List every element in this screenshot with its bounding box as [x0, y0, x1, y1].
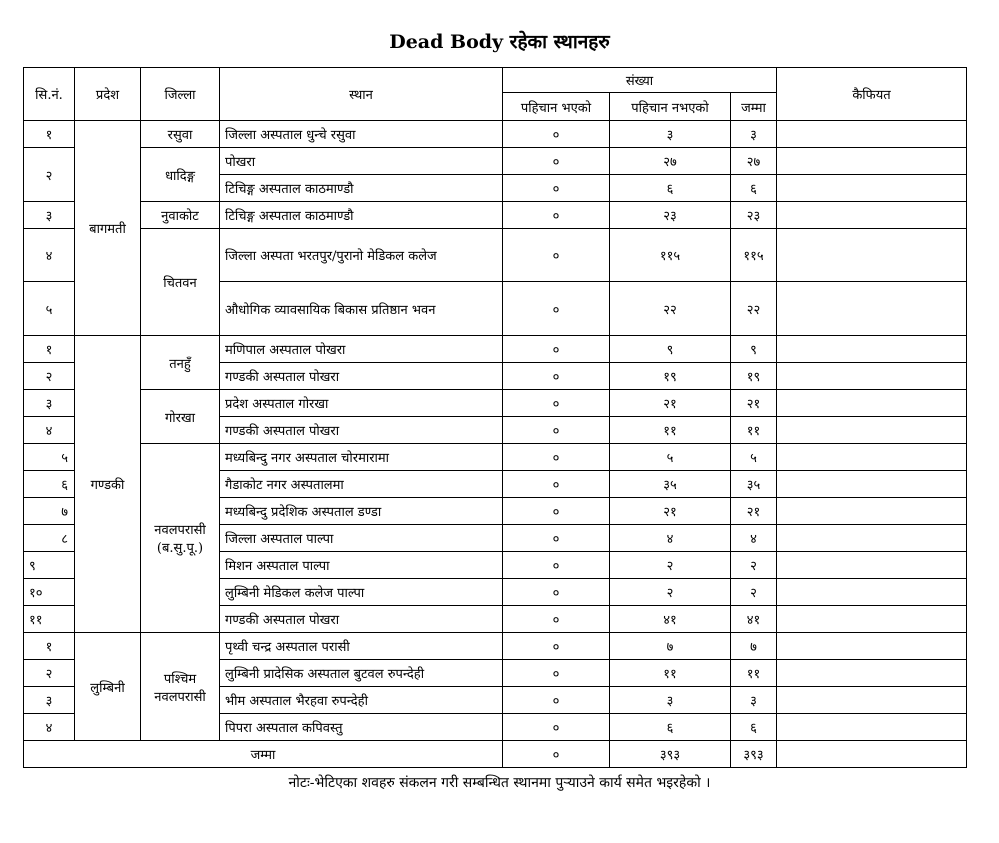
- cell-total: २२: [731, 282, 777, 336]
- cell-remarks: [777, 525, 967, 552]
- totals-unidentified: ३९३: [610, 741, 731, 768]
- cell-identified: ०: [503, 363, 610, 390]
- table-row: [24, 229, 967, 282]
- cell-unidentified: ३: [610, 687, 731, 714]
- cell-identified: ०: [503, 471, 610, 498]
- cell-identified: ०: [503, 202, 610, 229]
- dead-body-locations-table: [23, 67, 967, 768]
- cell-identified: ०: [503, 525, 610, 552]
- cell-total: २७: [731, 148, 777, 175]
- cell-total: ४१: [731, 606, 777, 633]
- cell-province: बागमती: [75, 121, 141, 336]
- cell-province: गण्डकी: [75, 336, 141, 633]
- cell-place: जिल्ला अस्पताल धुन्चे रसुवा: [220, 121, 503, 148]
- cell-total: ११: [731, 660, 777, 687]
- cell-unidentified: २: [610, 579, 731, 606]
- cell-sn: ३: [24, 687, 75, 714]
- district-line-1: नवलपरासी: [154, 523, 206, 538]
- cell-remarks: [777, 363, 967, 390]
- cell-unidentified: २१: [610, 390, 731, 417]
- totals-row: [24, 741, 967, 768]
- cell-place: मणिपाल अस्पताल पोखरा: [220, 336, 503, 363]
- cell-place: लुम्बिनी प्रादेसिक अस्पताल बुटवल रुपन्देही: [220, 660, 503, 687]
- cell-sn: ५: [24, 444, 75, 471]
- cell-place: गण्डकी अस्पताल पोखरा: [220, 417, 503, 444]
- district-line-2: (ब.सु.पू.): [156, 541, 204, 556]
- header-unidentified: पहिचान नभएको: [610, 93, 731, 121]
- cell-remarks: [777, 471, 967, 498]
- cell-sn: २: [24, 363, 75, 390]
- cell-identified: ०: [503, 229, 610, 282]
- cell-identified: ०: [503, 606, 610, 633]
- cell-remarks: [777, 417, 967, 444]
- header-sn: सि.नं.: [24, 68, 75, 121]
- header-identified: पहिचान भएको: [503, 93, 610, 121]
- header-place: स्थान: [220, 68, 503, 121]
- cell-identified: ०: [503, 579, 610, 606]
- cell-total: २३: [731, 202, 777, 229]
- cell-district: रसुवा: [141, 121, 220, 148]
- cell-identified: ०: [503, 417, 610, 444]
- cell-place: गैडाकोट नगर अस्पतालमा: [220, 471, 503, 498]
- cell-remarks: [777, 606, 967, 633]
- cell-place: प्रदेश अस्पताल गोरखा: [220, 390, 503, 417]
- cell-total: ११: [731, 417, 777, 444]
- cell-sn: ३: [24, 202, 75, 229]
- cell-district: चितवन: [141, 229, 220, 336]
- cell-total: ३: [731, 121, 777, 148]
- table-row: [24, 202, 967, 229]
- cell-sn: १: [24, 633, 75, 660]
- cell-place: गण्डकी अस्पताल पोखरा: [220, 606, 503, 633]
- totals-remarks: [777, 741, 967, 768]
- cell-sn: १०: [24, 579, 75, 606]
- district-line-2: नवलपरासी: [154, 689, 206, 705]
- cell-unidentified: ३: [610, 121, 731, 148]
- cell-district: नुवाकोट: [141, 202, 220, 229]
- cell-unidentified: ६: [610, 714, 731, 741]
- cell-total: २: [731, 552, 777, 579]
- cell-place: गण्डकी अस्पताल पोखरा: [220, 363, 503, 390]
- cell-remarks: [777, 660, 967, 687]
- cell-total: ३५: [731, 471, 777, 498]
- cell-sn: ४: [24, 229, 75, 282]
- table-row: [24, 148, 967, 175]
- cell-unidentified: ११५: [610, 229, 731, 282]
- cell-place: पोखरा: [220, 148, 503, 175]
- cell-remarks: [777, 687, 967, 714]
- cell-identified: ०: [503, 148, 610, 175]
- totals-identified: ०: [503, 741, 610, 768]
- cell-identified: ०: [503, 121, 610, 148]
- table-row: [24, 390, 967, 417]
- cell-remarks: [777, 229, 967, 282]
- cell-unidentified: २: [610, 552, 731, 579]
- cell-place: लुम्बिनी मेडिकल कलेज पाल्पा: [220, 579, 503, 606]
- cell-identified: ०: [503, 390, 610, 417]
- cell-remarks: [777, 121, 967, 148]
- cell-total: २१: [731, 498, 777, 525]
- cell-total: ७: [731, 633, 777, 660]
- cell-place: जिल्ला अस्पताल पाल्पा: [220, 525, 503, 552]
- cell-identified: ०: [503, 714, 610, 741]
- cell-remarks: [777, 202, 967, 229]
- cell-remarks: [777, 175, 967, 202]
- cell-identified: ०: [503, 498, 610, 525]
- cell-total: ५: [731, 444, 777, 471]
- cell-place: पिपरा अस्पताल कपिवस्तु: [220, 714, 503, 741]
- table-row: [24, 336, 967, 363]
- cell-unidentified: ४१: [610, 606, 731, 633]
- table-row: [24, 121, 967, 148]
- cell-sn: ९: [24, 552, 75, 579]
- cell-place: मध्यबिन्दु प्रदेशिक अस्पताल डण्डा: [220, 498, 503, 525]
- cell-total: २१: [731, 390, 777, 417]
- cell-unidentified: ४: [610, 525, 731, 552]
- cell-total: ४: [731, 525, 777, 552]
- cell-sn: ८: [24, 525, 75, 552]
- cell-place: औधोगिक व्यावसायिक बिकास प्रतिष्ठान भवन: [220, 282, 503, 336]
- district-line-1: पश्चिम: [163, 671, 197, 687]
- cell-district: तनहुँ: [141, 336, 220, 390]
- cell-sn: १: [24, 336, 75, 363]
- cell-remarks: [777, 282, 967, 336]
- cell-place: पृथ्वी चन्द्र अस्पताल परासी: [220, 633, 503, 660]
- footnote: नोटः-भेटिएका शवहरु संकलन गरी सम्बन्धित स्थानमा पुऱ्याउने कार्य समेत भइरहेको ।: [288, 775, 711, 791]
- cell-identified: ०: [503, 444, 610, 471]
- cell-sn: ५: [24, 282, 75, 336]
- page-title: Dead Body रहेका स्थानहरु: [389, 31, 610, 53]
- cell-sn: ३: [24, 390, 75, 417]
- cell-remarks: [777, 336, 967, 363]
- cell-unidentified: २७: [610, 148, 731, 175]
- cell-total: ११५: [731, 229, 777, 282]
- cell-province: लुम्बिनी: [75, 633, 141, 741]
- cell-place: जिल्ला अस्पता भरतपुर/पुरानो मेडिकल कलेज: [220, 229, 503, 282]
- cell-total: ३: [731, 687, 777, 714]
- cell-place: टिचिङ्ग अस्पताल काठमाण्डौ: [220, 202, 503, 229]
- cell-total: ६: [731, 714, 777, 741]
- cell-total: ९: [731, 336, 777, 363]
- cell-place: टिचिङ्ग अस्पताल काठमाण्डौ: [220, 175, 503, 202]
- cell-unidentified: २३: [610, 202, 731, 229]
- cell-unidentified: ६: [610, 175, 731, 202]
- table-row: [24, 444, 967, 471]
- cell-total: १९: [731, 363, 777, 390]
- cell-total: २: [731, 579, 777, 606]
- header-remarks: कैफियत: [777, 68, 967, 121]
- header-total: जम्मा: [731, 93, 777, 121]
- cell-sn: ६: [24, 471, 75, 498]
- cell-sn: ४: [24, 417, 75, 444]
- cell-unidentified: ९: [610, 336, 731, 363]
- cell-district: [141, 633, 220, 741]
- cell-identified: ०: [503, 552, 610, 579]
- header-province: प्रदेश: [75, 68, 141, 121]
- cell-place: मध्यबिन्दु नगर अस्पताल चोरमारामा: [220, 444, 503, 471]
- cell-identified: ०: [503, 336, 610, 363]
- totals-label: जम्मा: [24, 741, 503, 768]
- cell-sn: ७: [24, 498, 75, 525]
- cell-identified: ०: [503, 687, 610, 714]
- cell-sn: ११: [24, 606, 75, 633]
- header-count: संख्या: [503, 68, 777, 93]
- table-row: [24, 633, 967, 660]
- cell-unidentified: ३५: [610, 471, 731, 498]
- cell-remarks: [777, 444, 967, 471]
- cell-remarks: [777, 579, 967, 606]
- cell-unidentified: २१: [610, 498, 731, 525]
- cell-place: भीम अस्पताल भैरहवा रुपन्देही: [220, 687, 503, 714]
- cell-district: धादिङ्ग: [141, 148, 220, 202]
- cell-sn: २: [24, 148, 75, 202]
- cell-district: [141, 444, 220, 633]
- cell-remarks: [777, 498, 967, 525]
- header-district: जिल्ला: [141, 68, 220, 121]
- cell-remarks: [777, 390, 967, 417]
- cell-total: ६: [731, 175, 777, 202]
- cell-district: गोरखा: [141, 390, 220, 444]
- cell-identified: ०: [503, 633, 610, 660]
- cell-identified: ०: [503, 282, 610, 336]
- cell-unidentified: ५: [610, 444, 731, 471]
- cell-remarks: [777, 148, 967, 175]
- cell-remarks: [777, 714, 967, 741]
- cell-identified: ०: [503, 175, 610, 202]
- cell-unidentified: २२: [610, 282, 731, 336]
- cell-remarks: [777, 552, 967, 579]
- cell-sn: १: [24, 121, 75, 148]
- cell-identified: ०: [503, 660, 610, 687]
- cell-unidentified: ११: [610, 417, 731, 444]
- cell-remarks: [777, 633, 967, 660]
- cell-unidentified: ११: [610, 660, 731, 687]
- cell-unidentified: ७: [610, 633, 731, 660]
- cell-place: मिशन अस्पताल पाल्पा: [220, 552, 503, 579]
- cell-unidentified: १९: [610, 363, 731, 390]
- cell-sn: २: [24, 660, 75, 687]
- totals-total: ३९३: [731, 741, 777, 768]
- cell-sn: ४: [24, 714, 75, 741]
